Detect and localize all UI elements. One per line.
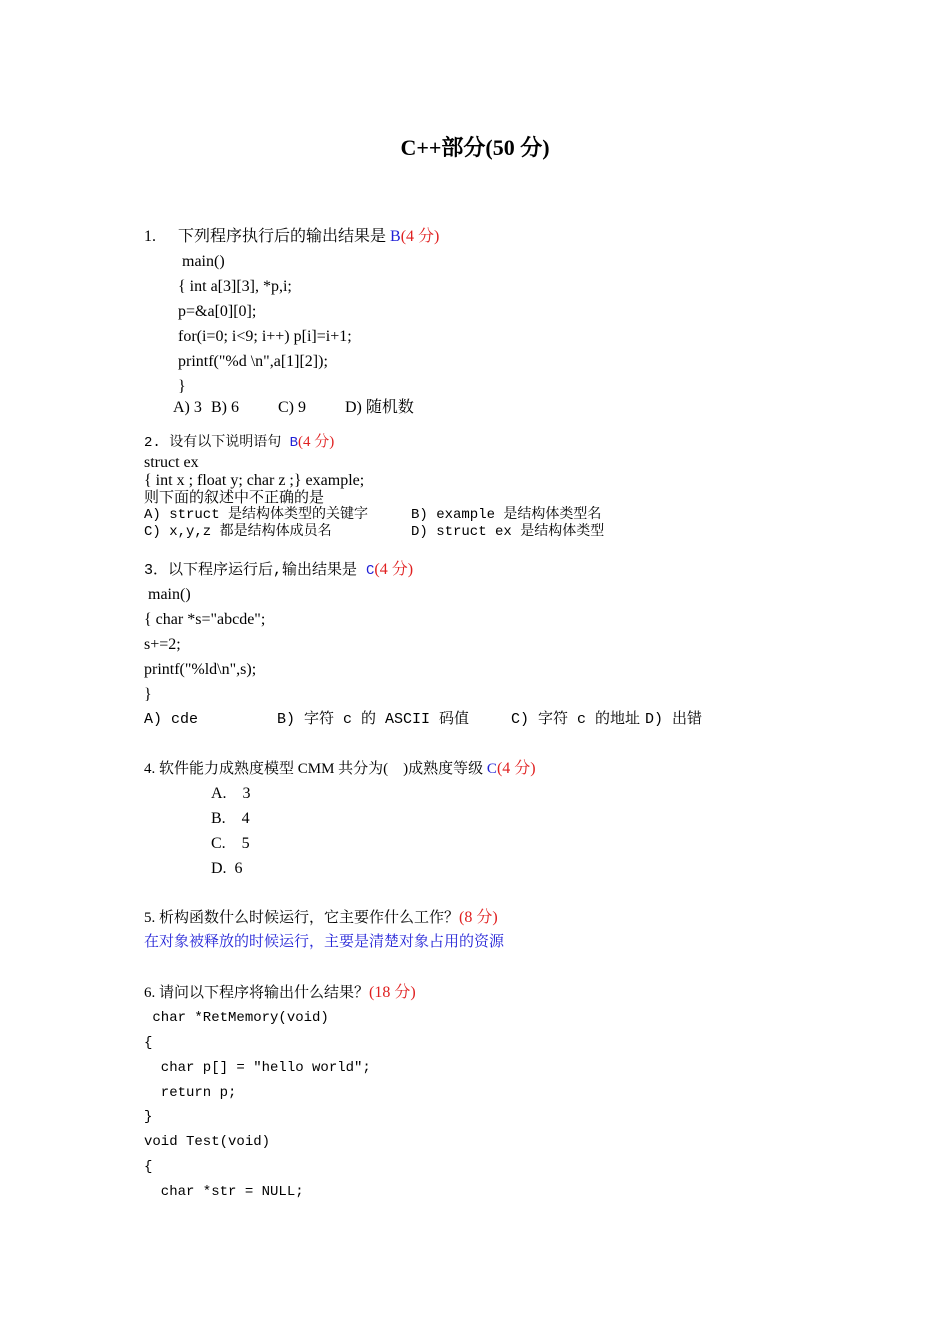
q2-line: 则下面的叙述中不正确的是 (144, 490, 325, 506)
q3-stem: 3．以下程序运行后,输出结果是 (144, 562, 367, 579)
q1-number: 1. (144, 228, 156, 245)
q6-code-line: { (144, 1035, 153, 1051)
q2-option-b: B) example 是结构体类型名 (411, 507, 602, 523)
q5-stem: 5. 析构函数什么时候运行，它主要作什么工作？ (144, 910, 460, 926)
q2-stem: 2. 设有以下说明语句 (144, 435, 290, 451)
q6-stem-line (144, 985, 416, 1001)
q1-code-line: p=&a[0][0]; (178, 303, 257, 320)
q6-code-line: char p[] = "hello world"; (144, 1060, 371, 1076)
q4-stem: 4. 软件能力成熟度模型 CMM 共分为( )成熟度等级 (144, 761, 487, 777)
q3-answer: C (366, 563, 375, 579)
q4-stem-line (144, 761, 536, 777)
q6-code-line: return p; (144, 1085, 237, 1101)
q1-code-line: { int a[3][3], *p,i; (178, 278, 292, 295)
q4-answer: C (486, 761, 497, 777)
q6-code-line: char *RetMemory(void) (144, 1010, 329, 1026)
page-title: C++部分(50 分) (400, 135, 550, 160)
q3-code-line: printf("%ld\n",s); (144, 661, 257, 678)
q3-code-line: { char *s="abcde"; (144, 611, 266, 628)
q1-option-b: B) 6 (211, 399, 239, 416)
q4-score: (4 分) (496, 760, 536, 777)
q5-stem-line (144, 910, 498, 926)
q3-option-b: B) 字符 c 的 ASCII 码值 (277, 711, 470, 728)
q6-code-line: { (144, 1159, 153, 1175)
q2-line: { int x ; float y; char z ;} example; (144, 472, 365, 489)
q3-option-d: D) 出错 (645, 711, 703, 728)
q1-answer: B (390, 228, 401, 245)
q3-code-line: } (144, 686, 152, 703)
q5-answer: 在对象被释放的时候运行，主要是清楚对象占用的资源 (144, 934, 505, 950)
q1-code-line: main() (182, 253, 225, 270)
q6-code-line: void Test(void) (144, 1134, 271, 1150)
q1-option-d: D) 随机数 (345, 399, 414, 416)
q4-option-d: D. 6 (211, 860, 243, 877)
q6-score: (18 分) (369, 984, 416, 1001)
q1-score: (4 分) (400, 228, 440, 245)
q3-option-a: A) cde (144, 711, 199, 728)
q1-stem-line (178, 229, 439, 245)
q6-code-line: } (144, 1109, 153, 1125)
q3-option-c: C) 字符 c 的地址 (511, 711, 641, 728)
q1-code-line: printf("%d \n",a[1][2]); (178, 353, 328, 370)
q2-option-d: D) struct ex 是结构体类型 (411, 524, 605, 540)
q3-stem-line (144, 562, 413, 578)
q1-option-a: A) 3 (173, 399, 202, 416)
q2-stem-line (144, 435, 334, 450)
q2-score: (4 分) (298, 434, 335, 450)
q2-option-a: A) struct 是结构体类型的关键字 (144, 507, 369, 523)
q4-option-b: B. 4 (211, 810, 250, 827)
q2-line: struct ex (144, 454, 199, 471)
q1-code-line: for(i=0; i<9; i++) p[i]=i+1; (178, 328, 352, 345)
q3-code-line: main() (148, 586, 191, 603)
q3-code-line: s+=2; (144, 636, 181, 653)
q5-score: (8 分) (459, 909, 498, 926)
q3-score: (4 分) (374, 561, 414, 578)
q2-option-c: C) x,y,z 都是结构体成员名 (144, 524, 332, 540)
q1-stem: 下列程序执行后的输出结果是 (178, 228, 391, 245)
q1-option-c: C) 9 (278, 399, 306, 416)
q4-option-a: A. 3 (211, 785, 251, 802)
q6-code-line: char *str = NULL; (144, 1184, 304, 1200)
q6-stem: 6. 请问以下程序将输出什么结果？ (144, 985, 370, 1001)
q1-code-line: } (178, 378, 186, 395)
q2-answer: B (289, 435, 299, 451)
q4-option-c: C. 5 (211, 835, 250, 852)
